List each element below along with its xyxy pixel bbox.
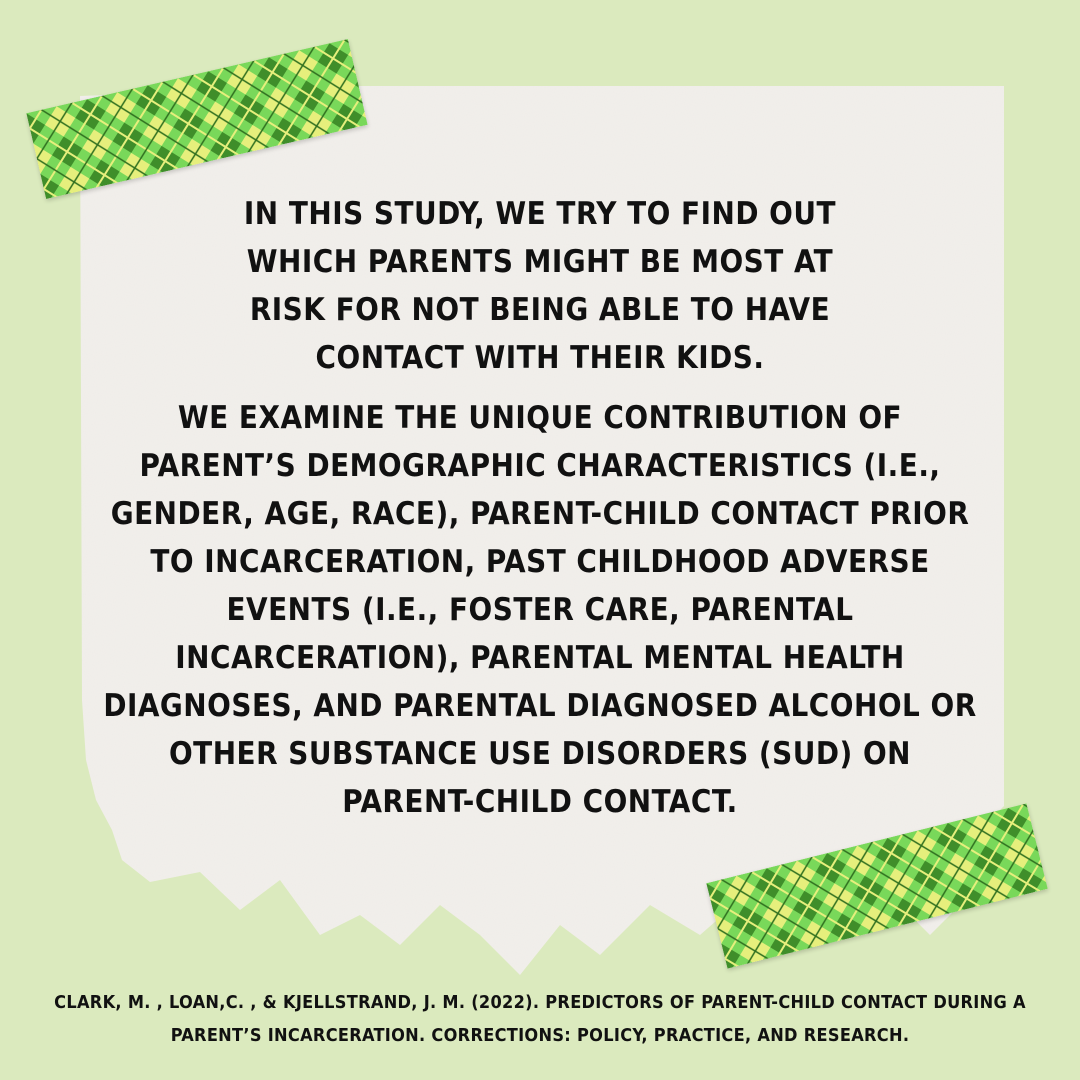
card-paragraph-2: WE EXAMINE THE UNIQUE CONTRIBUTION OF PARENT’S DEMOGRAPHIC CHARACTERISTICS (I.E., GENDER, AGE, RACE), PARENT-CHILD CONTACT PRIOR TO INCARCERATION, PAST CHILDHOOD ADVERSE EVENTS (I.E., FOSTER CARE, PARENTAL INCARCERATION), PARENTAL MENTAL HEALTH DIAGNOSES, AND PARENTAL DIAGNOSED ALCOHOL OR OTHER SUBSTANCE USE DISORDERS (SUD) ON PARENT-CHILD CONTACT.	[103, 400, 977, 820]
citation: CLARK, M. , LOAN,C. , & KJELLSTRAND, J. M. (2022). PREDICTORS OF PARENT-CHILD CONTACT DURING A PARENT’S INCARCERATION. CORRECTIONS: POLICY, PRACTICE, AND RESEARCH.	[54, 992, 1026, 1046]
card-paragraph-1: IN THIS STUDY, WE TRY TO FIND OUT WHICH PARENTS MIGHT BE MOST AT RISK FOR NOT BEING ABLE TO HAVE CONTACT WITH THEIR KIDS.	[243, 196, 837, 376]
